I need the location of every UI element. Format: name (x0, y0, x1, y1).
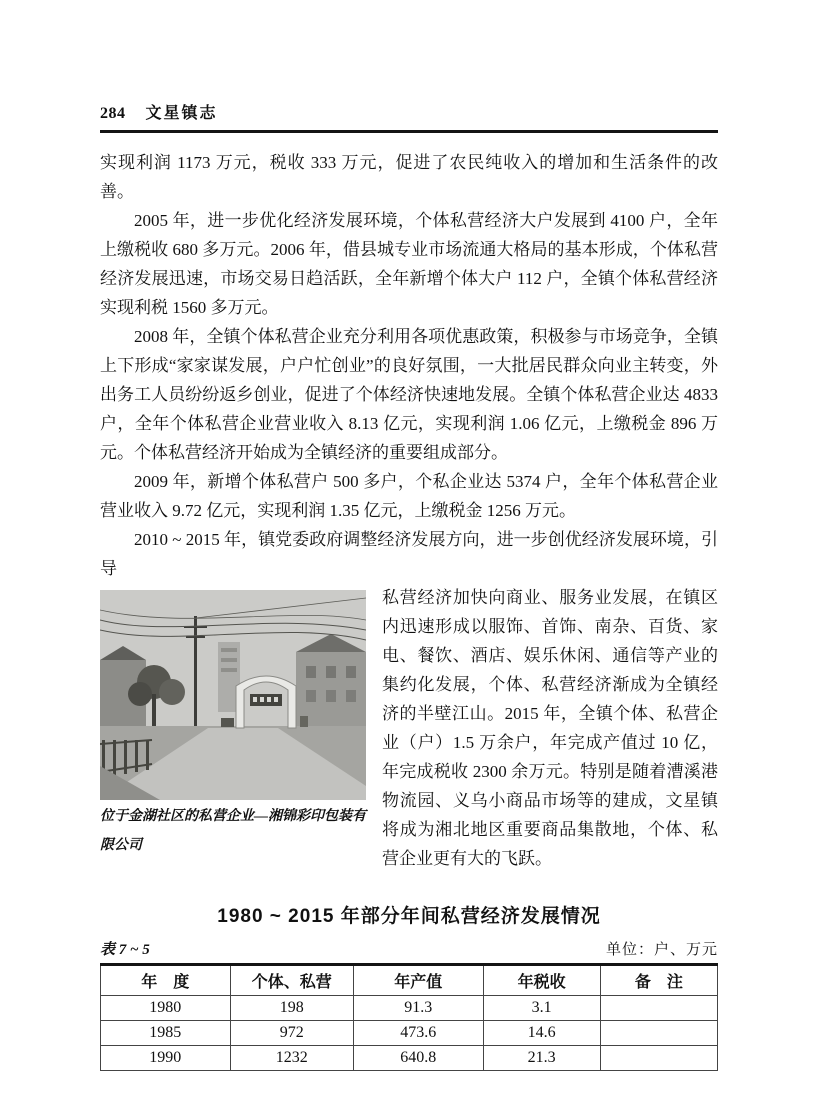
page-header (100, 100, 718, 133)
table-label: 表 7 ~ 5 (100, 942, 150, 958)
table-header-year: 年 度 (101, 965, 231, 996)
paragraph-2008: 2008 年，全镇个体私营企业充分利用各项优惠政策，积极参与市场竞争，全镇上下形成“家家谋发展，户户忙创业”的良好氛围，一大批居民群众向业主转变，外出务工人员纷纷返乡创业，促进了个体经济快速地发展。全镇个体私营企业达 4833 户，全年个体私营企业营业收入 8.13 亿元，实现利润 1.06 亿元，上缴税金 896 万元。个体私营经济开始成为全镇经济的重要组成部分。 (100, 327, 718, 462)
book-title: 文星镇志 (145, 105, 218, 122)
table-cell-private: 972 (230, 1021, 353, 1046)
table-cell-year: 1990 (101, 1046, 231, 1071)
table-cell-note (600, 996, 717, 1021)
page-number: 284 (100, 105, 126, 122)
table-header-row (101, 965, 718, 996)
table-header-private: 个体、私营 (230, 965, 353, 996)
table-meta (100, 938, 718, 959)
paragraph-2009: 2009 年，新增个体私营户 500 多户，个私企业达 5374 户，全年个体私营企业营业收入 9.72 亿元，实现利润 1.35 亿元，上缴税金 1256 万元。 (100, 472, 718, 520)
table-cell-year: 1980 (101, 996, 231, 1021)
table-cell-tax: 14.6 (483, 1021, 600, 1046)
body-text (100, 148, 718, 873)
paragraph-2010-2015-text: 私营经济加快向商业、服务业发展，在镇区内迅速形成以服饰、首饰、南杂、百货、家电、餐饮、酒店、娱乐休闲、通信等产业的集约化发展，个体、私营经济渐成为全镇经济的半壁江山。2015 年，全镇个体、私营企业（户）1.5 万余户，年完成产值过 10 亿，年完成税收 2300 余万元。特别是随着漕溪港物流园、义乌小商品市场等的建成，文星镇将成为湘北地区重要商品集散地，个体、私营企业更有大的飞跃。 (382, 588, 718, 868)
economy-table (100, 963, 718, 1071)
table-header-note: 备 注 (600, 965, 717, 996)
table-title: 1980 ~ 2015 年部分年间私营经济发展情况 (217, 906, 601, 927)
table-cell-output: 91.3 (353, 996, 483, 1021)
photo (100, 590, 366, 800)
street-photo-illustration (100, 590, 366, 800)
paragraph-2005: 2005 年，进一步优化经济发展环境，个体私营经济大户发展到 4100 户，全年上缴税收 680 多万元。2006 年，借县城专业市场流通大格局的基本形成，个体私营经济发展迅速，市场交易日趋活跃，全年新增个体大户 112 户，全镇个体私营经济实现利税 1560 多万元。 (100, 211, 718, 317)
table-row (101, 996, 718, 1021)
table-header-tax: 年税收 (483, 965, 600, 996)
table-cell-output: 640.8 (353, 1046, 483, 1071)
table-header-output: 年产值 (353, 965, 483, 996)
table-section (100, 873, 718, 1071)
table-row (101, 1021, 718, 1046)
table-cell-note (600, 1046, 717, 1071)
table-cell-year: 1985 (101, 1021, 231, 1046)
table-row (101, 1046, 718, 1071)
paragraph-2010-2015-body (100, 583, 718, 873)
table-cell-tax: 3.1 (483, 996, 600, 1021)
table-unit: 单位：户、万元 (605, 942, 718, 958)
table-cell-private: 1232 (230, 1046, 353, 1071)
table-cell-note (600, 1021, 717, 1046)
photo-caption: 位于金湖社区的私营企业—湘锦彩印包装有限公司 (100, 809, 366, 853)
page-content (100, 100, 718, 1071)
paragraph-2010-2015-lead: 2010 ~ 2015 年，镇党委政府调整经济发展方向，进一步创优经济发展环境，引导 (100, 530, 718, 578)
table-cell-private: 198 (230, 996, 353, 1021)
table-cell-tax: 21.3 (483, 1046, 600, 1071)
paragraph-continuation: 实现利润 1173 万元，税收 333 万元，促进了农民纯收入的增加和生活条件的改善。 (100, 153, 718, 201)
photo-figure (100, 590, 366, 858)
table-cell-output: 473.6 (353, 1021, 483, 1046)
